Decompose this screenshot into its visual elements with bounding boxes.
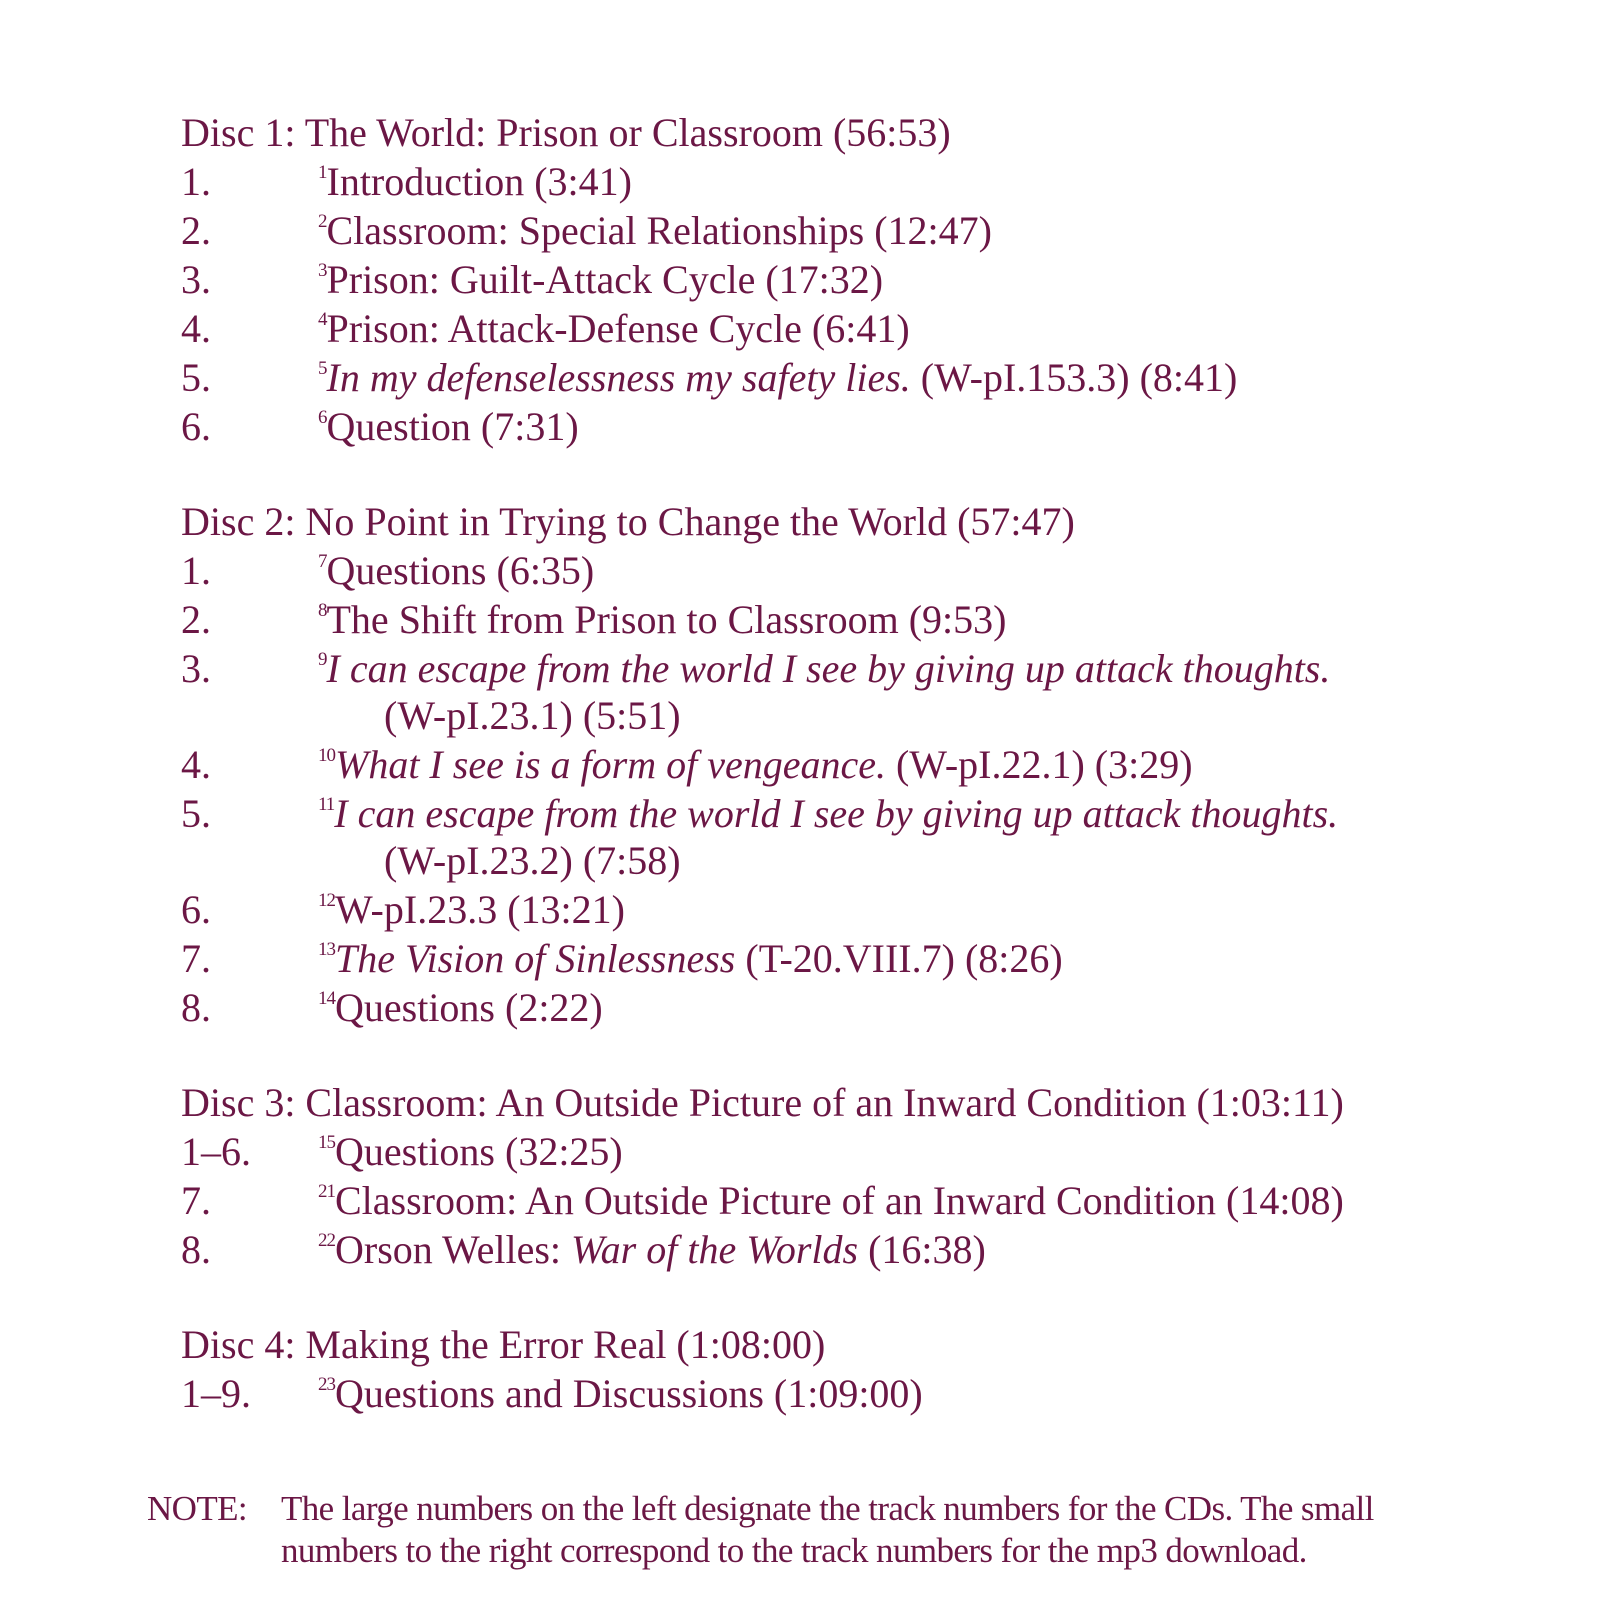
track-title — [318, 355, 1237, 400]
disc-section — [181, 1320, 1481, 1418]
mp3-track-number: 21 — [318, 1181, 335, 1202]
cd-track-number: 7. — [181, 936, 211, 981]
track-title-text: Classroom: Special Relationships (12:47) — [326, 208, 992, 253]
track-title — [318, 1227, 986, 1272]
disc-title: Disc 2: No Point in Trying to Change the World (57:47) — [181, 499, 1075, 544]
track-title-text: Questions and Discussions (1:09:00) — [335, 1371, 923, 1416]
cd-track-number: 2. — [181, 597, 211, 642]
track-row — [181, 546, 1481, 595]
cd-track-number: 1. — [181, 548, 211, 593]
mp3-track-number: 1 — [318, 162, 327, 183]
mp3-track-number: 12 — [318, 890, 335, 911]
track-row — [181, 595, 1481, 644]
track-title-italic: I can escape from the world I see by giving up attack thoughts. — [334, 791, 1339, 836]
cd-track-number: 3. — [181, 646, 211, 691]
track-row — [181, 1127, 1481, 1176]
track-title-continuation: (W-pI.23.1) (5:51) — [384, 693, 681, 738]
track-title — [318, 306, 910, 351]
cd-track-number: 1–9. — [181, 1371, 251, 1416]
track-title — [318, 985, 603, 1030]
track-row — [181, 402, 1481, 451]
track-title-text: Orson Welles: — [335, 1227, 572, 1272]
track-title-text: (T-20.VIII.7) (8:26) — [735, 936, 1063, 981]
track-row — [181, 304, 1481, 353]
track-title-text: Introduction (3:41) — [326, 159, 632, 204]
cd-track-number: 1. — [181, 159, 211, 204]
track-title — [318, 1129, 623, 1174]
track-title-text: Questions (32:25) — [335, 1129, 623, 1174]
mp3-track-number: 15 — [318, 1132, 335, 1153]
track-title-text: Prison: Attack-Defense Cycle (6:41) — [326, 306, 910, 351]
track-title-continuation: (W-pI.23.2) (7:58) — [384, 838, 681, 883]
cd-track-number: 6. — [181, 404, 211, 449]
cd-track-number: 2. — [181, 208, 211, 253]
track-title-italic: The Vision of Sinlessness — [335, 936, 736, 981]
mp3-track-number: 23 — [318, 1374, 335, 1395]
mp3-track-number: 7 — [318, 551, 327, 572]
track-row — [181, 983, 1481, 1032]
disc-title: Disc 1: The World: Prison or Classroom (56:53) — [181, 110, 951, 155]
cd-track-number: 8. — [181, 1227, 211, 1272]
track-title-text: Prison: Guilt-Attack Cycle (17:32) — [326, 257, 884, 302]
track-title — [318, 597, 1006, 642]
track-title — [318, 257, 883, 302]
track-title-text: (16:38) — [858, 1227, 986, 1272]
track-row — [181, 1225, 1481, 1274]
cd-track-number: 5. — [181, 355, 211, 400]
cd-track-number: 5. — [181, 791, 211, 836]
track-title-text: (W-pI.153.3) (8:41) — [910, 355, 1238, 400]
mp3-track-number: 14 — [318, 988, 335, 1009]
track-title — [318, 791, 1338, 836]
track-title-text: Question (7:31) — [326, 404, 579, 449]
track-title-italic: What I see is a form of vengeance. — [335, 742, 886, 787]
track-title-italic: In my defenselessness my safety lies. — [326, 355, 911, 400]
track-title — [318, 646, 1330, 691]
mp3-track-number: 13 — [318, 939, 335, 960]
mp3-track-number: 22 — [318, 1230, 335, 1251]
mp3-track-number: 8 — [318, 600, 327, 621]
track-row — [181, 157, 1481, 206]
track-title-text: (W-pI.22.1) (3:29) — [885, 742, 1193, 787]
note — [147, 1488, 1467, 1572]
mp3-track-number: 9 — [318, 649, 327, 670]
track-title — [318, 1371, 923, 1416]
cd-track-number: 1–6. — [181, 1129, 251, 1174]
track-row — [181, 206, 1481, 255]
track-row — [181, 1369, 1481, 1418]
cd-track-number: 4. — [181, 306, 211, 351]
track-title — [318, 1178, 1344, 1223]
track-title — [318, 936, 1063, 981]
track-row — [181, 255, 1481, 304]
cd-track-number: 7. — [181, 1178, 211, 1223]
disc-list — [181, 108, 1481, 1464]
track-title — [318, 159, 632, 204]
mp3-track-number: 10 — [318, 745, 335, 766]
track-row — [181, 789, 1481, 885]
track-row — [181, 1176, 1481, 1225]
track-title-text: Classroom: An Outside Picture of an Inward Condition (14:08) — [335, 1178, 1344, 1223]
track-row — [181, 934, 1481, 983]
track-title — [318, 208, 992, 253]
cd-track-number: 8. — [181, 985, 211, 1030]
track-title — [318, 887, 625, 932]
mp3-track-number: 11 — [318, 794, 335, 815]
track-row — [181, 885, 1481, 934]
track-title-italic: War of the Worlds — [571, 1227, 859, 1272]
track-title-text: Questions (2:22) — [335, 985, 603, 1030]
mp3-track-number: 6 — [318, 407, 327, 428]
track-title — [318, 742, 1193, 787]
cd-track-number: 6. — [181, 887, 211, 932]
track-title — [318, 404, 579, 449]
cd-track-number: 3. — [181, 257, 211, 302]
track-row — [181, 644, 1481, 740]
track-row — [181, 740, 1481, 789]
disc-title: Disc 4: Making the Error Real (1:08:00) — [181, 1322, 826, 1367]
track-row — [181, 353, 1481, 402]
note-text: The large numbers on the left designate the track numbers for the CDs. The small numbers to the right correspond to the track numbers for the mp3 download. — [281, 1489, 1374, 1570]
note-label: NOTE: — [147, 1489, 248, 1528]
mp3-track-number: 5 — [318, 358, 327, 379]
cd-track-number: 4. — [181, 742, 211, 787]
track-title-text: W-pI.23.3 (13:21) — [335, 887, 625, 932]
mp3-track-number: 4 — [318, 309, 327, 330]
disc-section — [181, 497, 1481, 1032]
mp3-track-number: 3 — [318, 260, 327, 281]
disc-title: Disc 3: Classroom: An Outside Picture of an Inward Condition (1:03:11) — [181, 1080, 1344, 1125]
disc-section — [181, 1078, 1481, 1274]
track-title-text: The Shift from Prison to Classroom (9:53) — [326, 597, 1007, 642]
mp3-track-number: 2 — [318, 211, 327, 232]
track-title — [318, 548, 594, 593]
track-title-italic: I can escape from the world I see by giving up attack thoughts. — [326, 646, 1331, 691]
track-title-text: Questions (6:35) — [326, 548, 595, 593]
disc-section — [181, 108, 1481, 451]
